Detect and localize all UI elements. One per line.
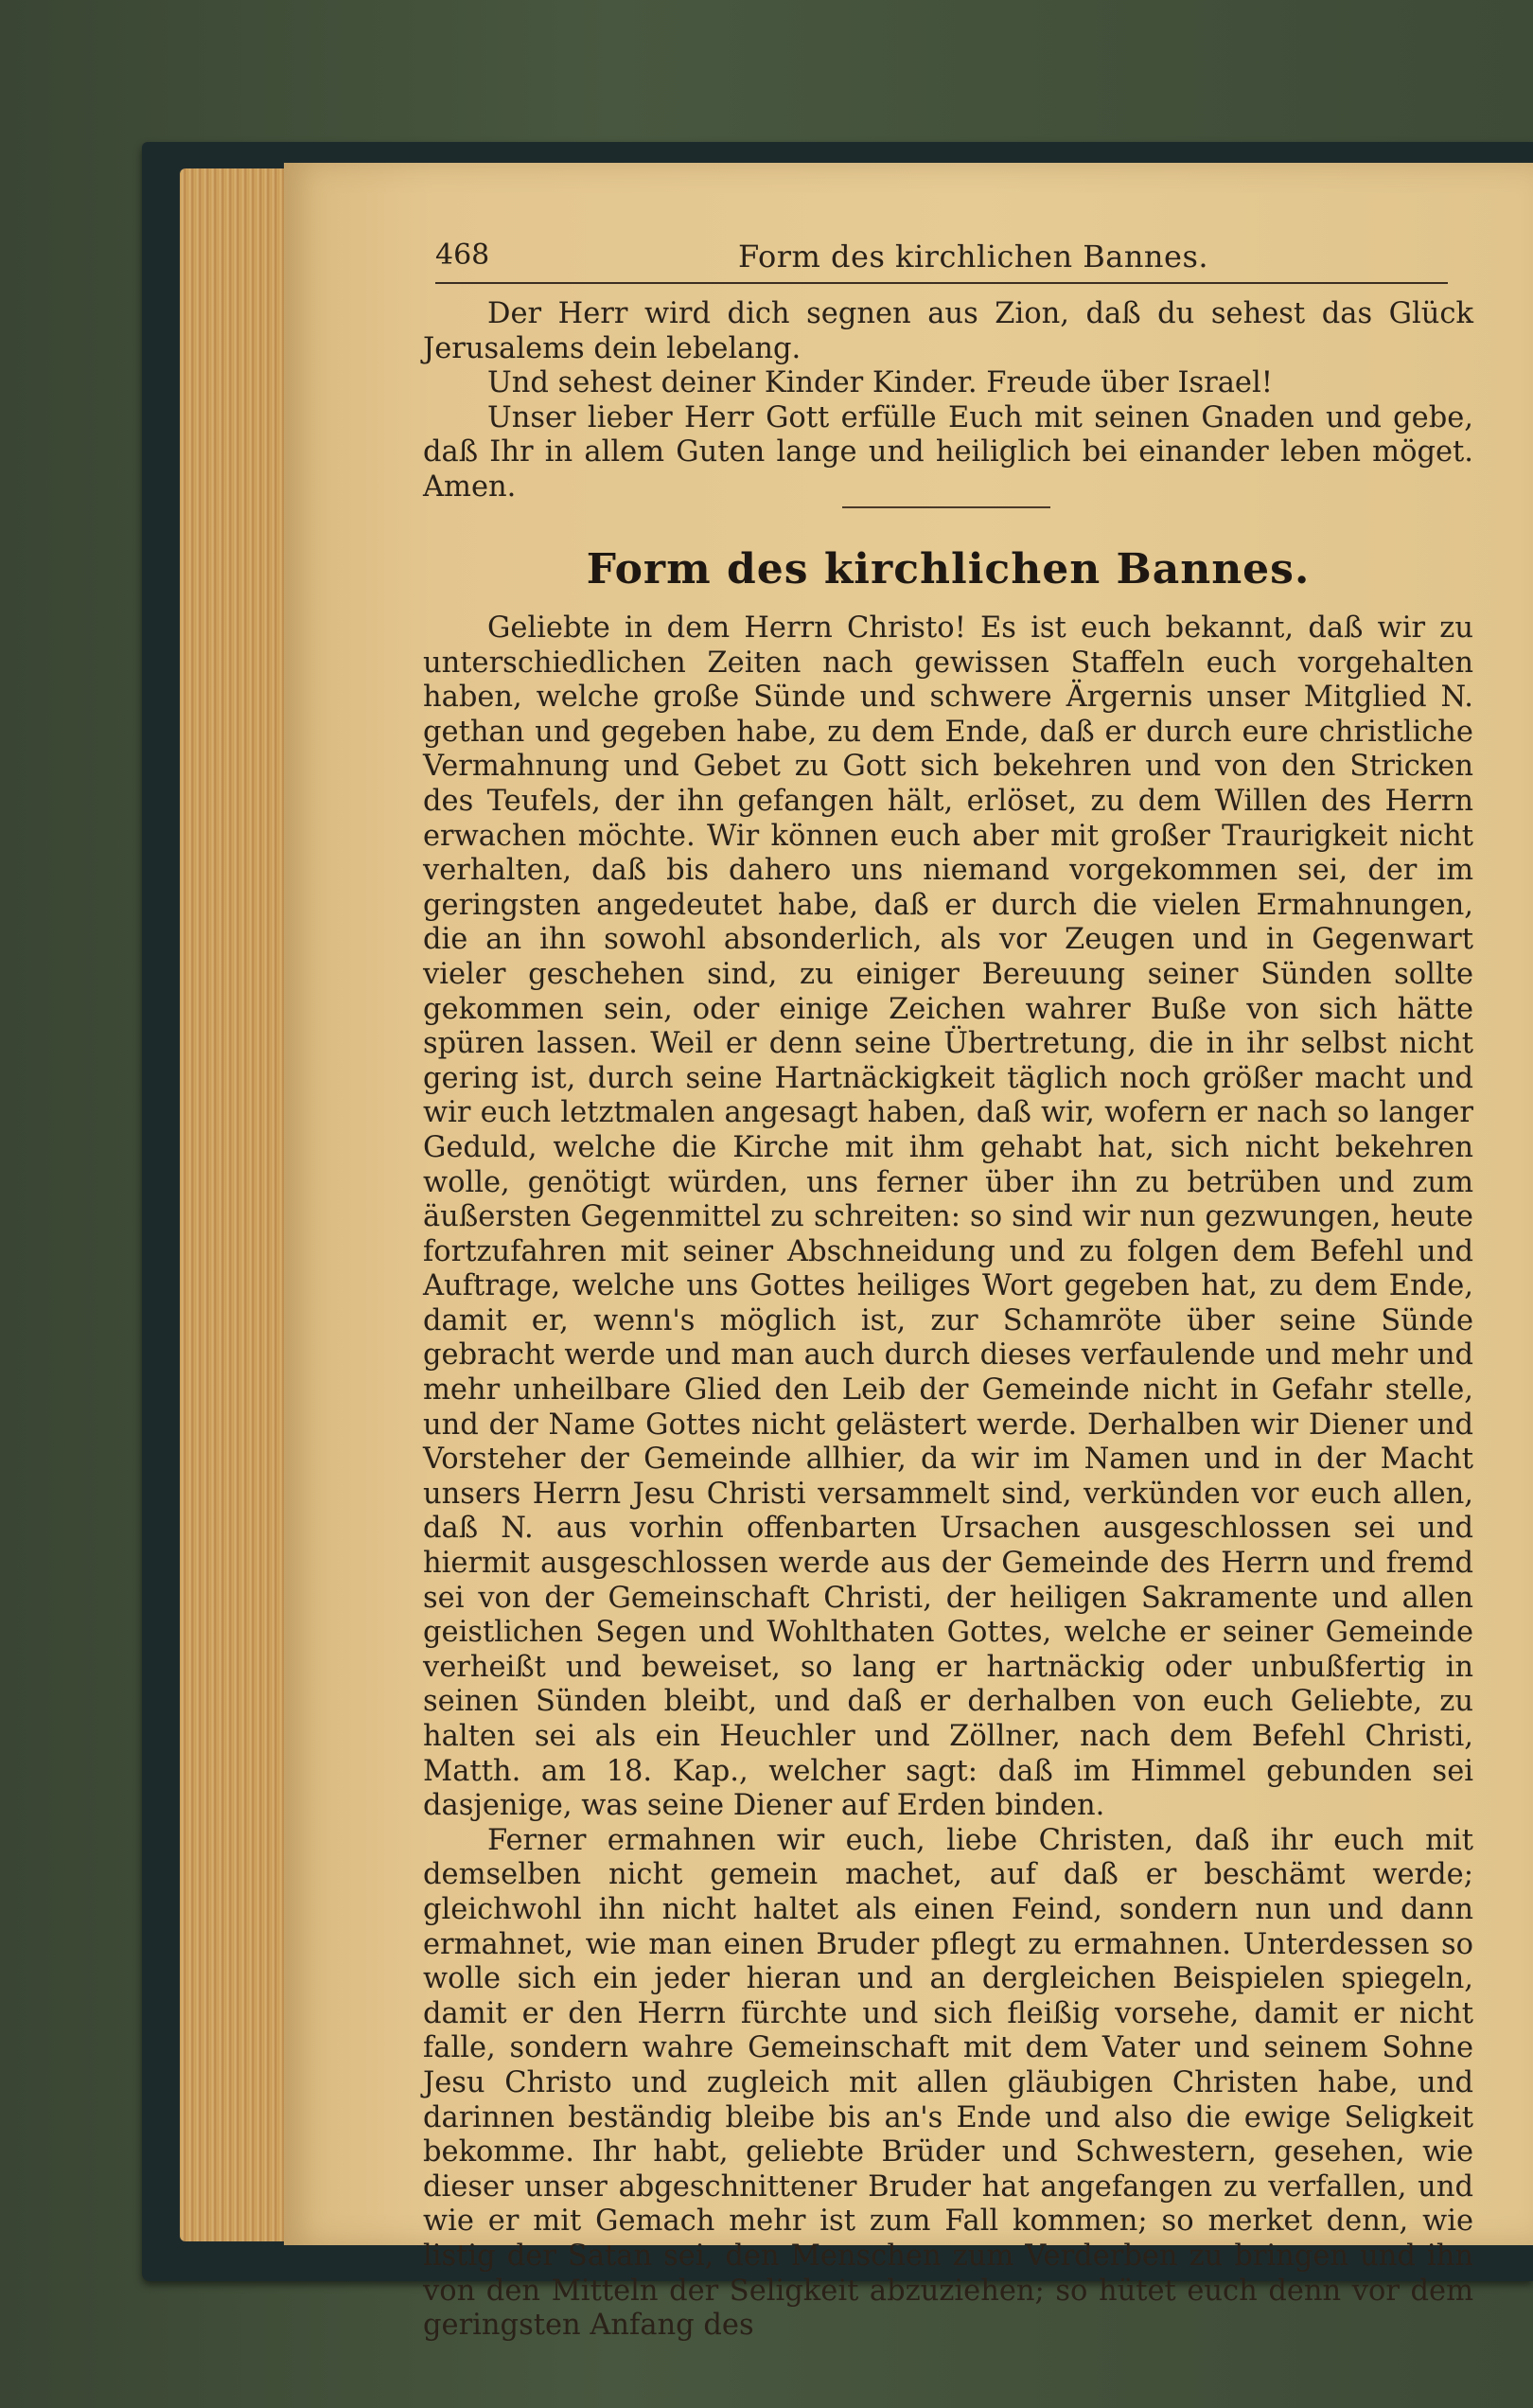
blessing-block bbox=[423, 297, 1473, 505]
page-header bbox=[435, 239, 1457, 276]
running-title: Form des kirchlichen Bannes. bbox=[738, 239, 1209, 274]
section-divider bbox=[842, 506, 1050, 508]
body-text bbox=[423, 611, 1473, 2344]
page-edges bbox=[180, 168, 293, 2241]
blessing-line: Unser lieber Herr Gott erfülle Euch mit seinen Gnaden und gebe, daß Ihr in allem Guten lange und heiliglich bei einander leben möget. Amen. bbox=[423, 400, 1473, 504]
blessing-line: Und sehest deiner Kinder Kinder. Freude über Israel! bbox=[487, 366, 1273, 400]
header-rule bbox=[435, 282, 1448, 284]
blessing-line: Der Herr wird dich segnen aus Zion, daß du sehest das Glück Jerusalems dein lebelang. bbox=[423, 297, 1473, 365]
paragraph: Ferner ermahnen wir euch, liebe Christen, daß ihr euch mit demselben nicht gemein machet, auf daß er beschämt werde; gleichwohl ihn nicht haltet als einen Feind, sondern nun und dann ermahnet, wie man einen Bruder pflegt zu ermahnen. Unterdessen so wolle sich ein jeder hieran und an dergleichen Beispielen spiegeln, damit er den Herrn fürchte und sich fleißig vorsehe, damit er nicht falle, sondern wahre Gemeinschaft mit dem Vater und seinem Sohne Jesu Christo und zugleich mit allen gläubigen Christen habe, und darinnen beständig bleibe bis an's Ende und also die ewige Seligkeit bekomme. Ihr habt, geliebte Brüder und Schwestern, gesehen, wie dieser unser abgeschnittener Bruder hat angefangen zu verfallen, und wie er mit Gemach mehr ist zum Fall kommen; so merket denn, wie listig der Satan sei, den Menschen zum Verderben zu bringen und ihn von den Mitteln der Seligkeit abzuziehen; so hütet euch denn vor dem geringsten Anfang des bbox=[423, 1823, 1473, 2343]
page-number: 468 bbox=[435, 239, 490, 272]
paragraph: Geliebte in dem Herrn Christo! Es ist euch bekannt, daß wir zu unterschiedlichen Zeiten nach gewissen Staffeln euch vorgehalten haben, welche große Sünde und schwere Ärgernis unser Mitglied N. gethan und gegeben habe, zu dem Ende, daß er durch eure christliche Vermahnung und Gebet zu Gott sich bekehren und von den Stricken des Teufels, der ihn gefangen hält, erlöset, zu dem Willen des Herrn erwachen möchte. Wir können euch aber mit großer Traurigkeit nicht verhalten, daß bis dahero uns niemand vorgekommen sei, der im geringsten angedeutet habe, daß er durch die vielen Ermahnungen, die an ihn sowohl absonderlich, als vor Zeugen und in Gegenwart vieler geschehen sind, zu einiger Bereuung seiner Sünden sollte gekommen sein, oder einige Zeichen wahrer Buße von sich hätte spüren lassen. Weil er denn seine Übertretung, die in ihr selbst nicht gering ist, durch seine Hartnäckigkeit täglich noch größer macht und wir euch letztmalen angesagt haben, daß wir, wofern er nach so langer Geduld, welche die Kirche mit ihm gehabt hat, sich nicht bekehren wolle, genötigt würden, uns ferner über ihn zu betrüben und zum äußersten Gegenmittel zu schreiten: so sind wir nun gezwungen, heute fortzufahren mit seiner Abschneidung und zu folgen dem Befehl und Auftrage, welche uns Gottes heiliges Wort gegeben hat, zu dem Ende, damit er, wenn's möglich ist, zur Schamröte über seine Sünde gebracht werde und man auch durch dieses verfaulende und mehr und mehr unheilbare Glied den Leib der Gemeinde nicht in Gefahr stelle, und der Name Gottes nicht gelästert werde. Derhalben wir Diener und Vorsteher der Gemeinde allhier, da wir im Namen und in der Macht unsers Herrn Jesu Christi versammelt sind, verkünden vor euch allen, daß N. aus vorhin offenbarten Ursachen ausgeschlossen sei und hiermit ausgeschlossen werde aus der Gemeinde des Herrn und fremd sei von der Gemeinschaft Christi, der heiligen Sakramente und allen geistlichen Segen und Wohlthaten Gottes, welche er seiner Gemeinde verheißt und beweiset, so lang er hartnäckig oder unbußfertig in seinen Sünden bleibt, und daß er derhalben von euch Geliebte, zu halten sei als ein Heuchler und Zöllner, nach dem Befehl Christi, Matth. am 18. Kap., welcher sagt: daß im Himmel gebunden sei dasjenige, was seine Diener auf Erden binden. bbox=[423, 611, 1473, 1823]
section-heading: Form des kirchlichen Bannes. bbox=[586, 545, 1311, 593]
